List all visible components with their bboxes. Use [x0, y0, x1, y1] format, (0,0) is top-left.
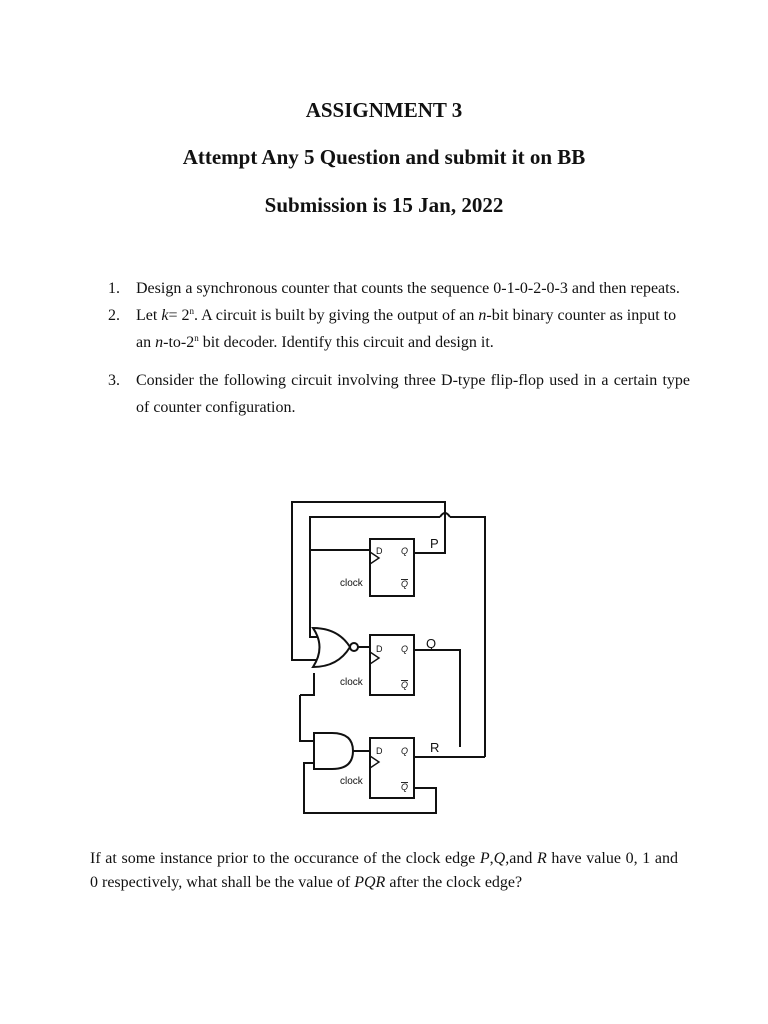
ff-q-label: Q [401, 746, 409, 756]
question-text: Consider the following circuit involving three D-type flip-flop used in a certain type of counter configuration. [136, 372, 690, 416]
variable-pqr: PQR [354, 874, 386, 891]
text-run: = 2 [168, 307, 190, 324]
variable-q: Q [493, 850, 506, 867]
instruction-line: Attempt Any 5 Question and submit it on BB [182, 145, 586, 169]
output-label-r: R [430, 740, 440, 755]
text-run: Let [136, 307, 162, 324]
question-text: Design a synchronous counter that counts the sequence 0-1-0-2-0-3 and then repeats. [136, 280, 680, 297]
text-run: . A circuit is built by giving the output of an [193, 307, 479, 324]
text-run: have value 0, 1 and 0 respectively, what shall be the value of [90, 850, 678, 891]
text-run: -bit binary counter as input to an [136, 307, 677, 351]
assignment-title: ASSIGNMENT 3 [305, 98, 463, 122]
ff-d-label: D [376, 746, 383, 756]
output-label-p: P [430, 536, 439, 551]
nor-bubble [350, 643, 358, 651]
ff-qbar-label: Q [401, 680, 409, 690]
wire-top-d-input [310, 517, 440, 550]
text-run: ,and [505, 850, 537, 867]
wire-r-feedback-top [450, 517, 485, 757]
ff-q-label: Q [401, 546, 409, 556]
question-number: 1. [108, 280, 120, 297]
ff-qbar-label: Q [401, 782, 409, 792]
text-run: bit decoder. Identify this circuit and design it. [198, 334, 494, 351]
text-run: , [489, 850, 494, 867]
variable-p: P [479, 850, 490, 867]
followup-question [90, 847, 678, 895]
question-3 [108, 367, 690, 421]
clock-label: clock [340, 578, 363, 589]
ff-d-label: D [376, 644, 383, 654]
question-number: 2. [108, 307, 120, 324]
clock-triangle [370, 756, 379, 768]
ff-d-label: D [376, 546, 383, 556]
wire-and-input-top [300, 695, 314, 741]
question-2 [108, 302, 690, 356]
output-label-q: Q [426, 636, 437, 651]
question-text [136, 302, 690, 356]
text-run: after the clock edge? [385, 874, 523, 891]
clock-label: clock [340, 677, 363, 688]
ff-q-label: Q [401, 644, 409, 654]
nor-gate [313, 628, 350, 667]
question-1 [108, 275, 690, 302]
exponent-n: n [194, 333, 199, 343]
and-gate [314, 733, 353, 769]
variable-n: n [155, 334, 164, 351]
question-number: 3. [108, 372, 120, 389]
variable-n: n [478, 307, 487, 324]
ff-qbar-label: Q [401, 579, 409, 589]
counter-circuit-diagram [280, 495, 500, 825]
exponent-n: n [189, 306, 194, 316]
variable-r: R [537, 850, 547, 867]
wire-nor-input-top [310, 550, 317, 637]
wire-and-feedback [300, 673, 314, 695]
text-run: -to-2 [163, 334, 195, 351]
submission-date-line: Submission is 15 Jan, 2022 [264, 193, 504, 217]
clock-label: clock [340, 776, 363, 787]
wire-q-output [414, 650, 460, 747]
question-list [108, 275, 690, 421]
text-run: If at some instance prior to the occurance of the clock edge [90, 850, 480, 867]
variable-k: k [161, 307, 169, 324]
